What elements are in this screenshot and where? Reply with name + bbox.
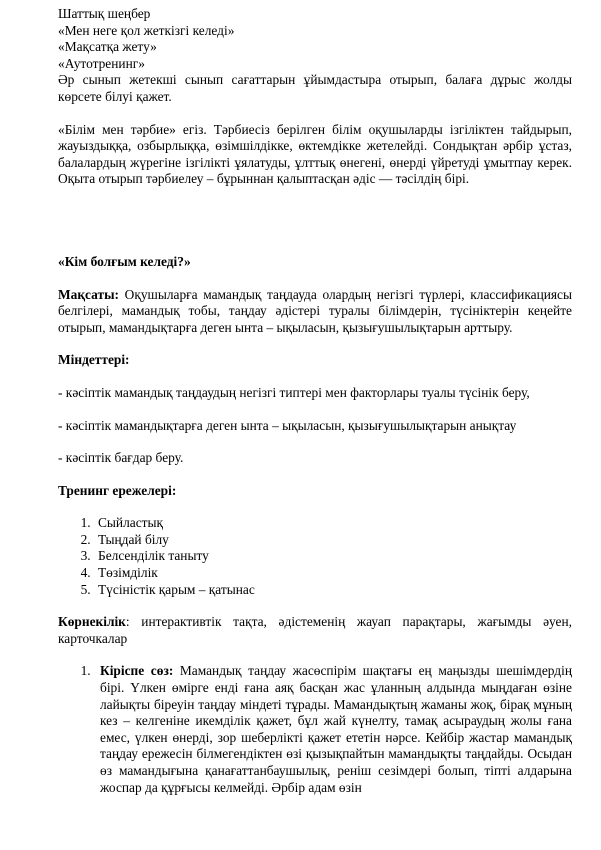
- top-line: «Мақсатқа жету»: [58, 39, 157, 55]
- visual-aids-label: Көрнекілік: [58, 614, 126, 630]
- paragraph-teacher-role: Әр сынып жетекші сынып сағаттарын ұйымдастыра отырып, балаға дұрыс жолды көрсете білуі қажет.: [58, 72, 572, 104]
- rule-item: 5. Түсіністік қарым – қатынас: [94, 582, 572, 599]
- intro-list: [58, 663, 572, 796]
- rule-item: 2. Тыңдай білу: [94, 532, 572, 549]
- goal-label: Мақсаты:: [58, 286, 119, 302]
- intro-label: Кіріспе сөз:: [100, 663, 174, 679]
- rule-item: 1. Сыйластық: [94, 515, 572, 532]
- task-item: - кәсіптік мамандық таңдаудың негізгі типтері мен факторлары туалы түсінік беру,: [58, 384, 530, 400]
- top-line: Шаттық шеңбер: [58, 6, 151, 21]
- tasks-label: Міндеттері:: [58, 352, 130, 368]
- rules-label: Тренинг ережелері:: [58, 482, 177, 498]
- task-item: - кәсіптік бағдар беру.: [58, 450, 184, 466]
- intro-text: Мамандық таңдау жасөспірім шақтағы ең маңызды шешімдердің бірі. Үлкен өмірге енді ғана аяқ басқан жас ұланның алдында мыңдаған өзіне лайықты біреуін таңдау міндеті тұрады. Мамандықтың жаманы жоқ, бірақ мұның кез – келгеніне икемділік қажет, бұл жай күнелту, тамақ асыраудың жолы ғана емес, үлкен өнерді, зор шеберлікті қажет ететін нәрсе. Кейбір жастар мамандық таңдау ережесін білмегендіктен өзі қызықпайтын мамандықты таңдайды. Осыдан өз мамандығына қанағаттанбаушылық, реніш сезімдері болып, тіпті алдарына жоспар да құрғысы келмейді. Әрбір адам өзін: [100, 663, 572, 795]
- top-line: «Мен неге қол жеткізгі келеді»: [58, 22, 235, 38]
- rule-item: 4. Төзімділік: [94, 565, 572, 582]
- rule-item: 3. Белсенділік таныту: [94, 548, 572, 565]
- goal-paragraph: [58, 287, 572, 337]
- paragraph-education: «Білім мен тәрбие» егіз. Тәрбиесіз берілген білім оқушыларды ізгіліктен тайдырып, жауыздыққа, озбырлыққа, өзімшілдікке, өктемдікке жетелейді. Сондықтан әрбір ұстаз, балалардың жүрегіне ізгілікті ұялатуды, ұлттық өнегені, өнерді үйретуді ұмытпау керек. Оқыта отырып тәрбиелеу – бұрыннан қалыптасқан әдіс — тәсілдің бірі.: [58, 121, 572, 187]
- visual-aids-paragraph: [58, 614, 572, 647]
- top-line: «Аутотренинг»: [58, 55, 145, 71]
- task-item: - кәсіптік мамандықтарға деген ынта – ықыласын, қызығушылықтарын анықтау: [58, 417, 517, 433]
- visual-aids-text: : интерактивтік тақта, әдістеменің жауап парақтары, жағымды әуен, карточкалар: [58, 614, 572, 646]
- lesson-title: «Кім болғым келеді?»: [58, 253, 191, 269]
- intro-item: [94, 663, 572, 796]
- rules-list: [58, 515, 572, 598]
- goal-text: Оқушыларға мамандық таңдауда олардың негізгі түрлері, классификациясы белгілері, мамандық тобы, таңдау әдістері туралы білімдерін, түсініктерін кеңейте отырып, мамандықтарға деген ынта – ықыласын, қызығушылықтарын арттыру.: [58, 286, 572, 335]
